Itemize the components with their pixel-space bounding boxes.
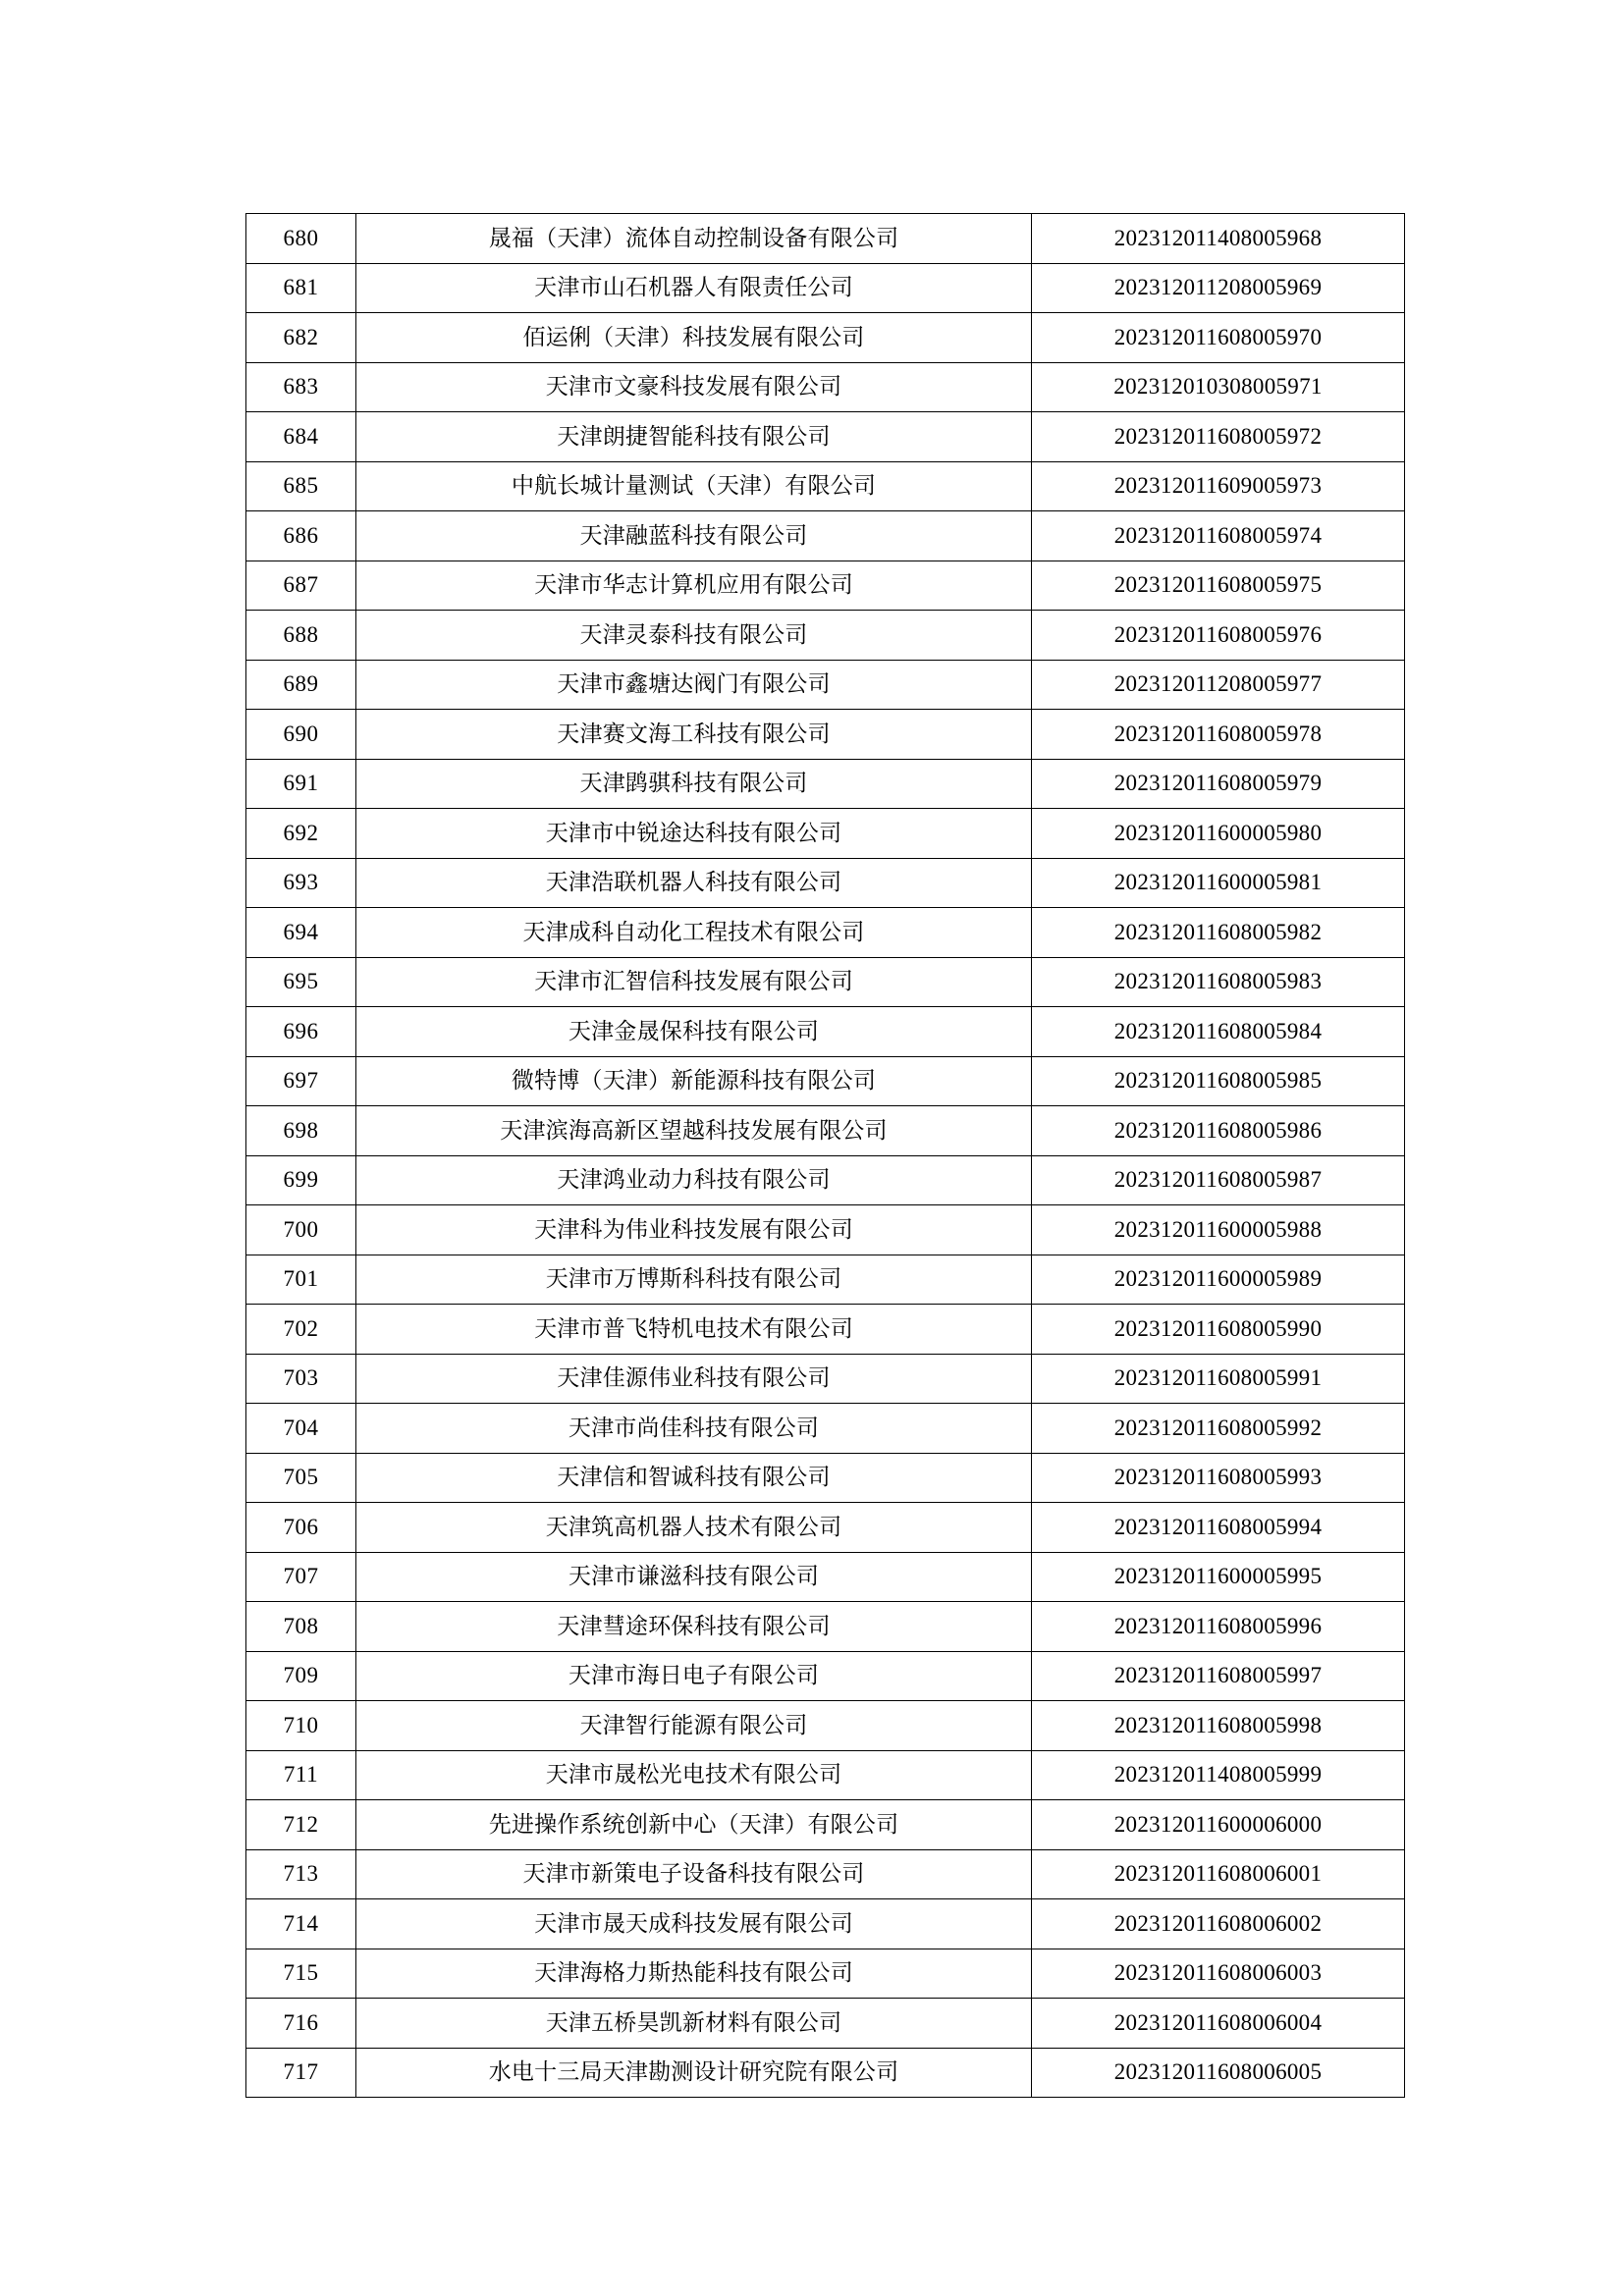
cell-company-name: 天津智行能源有限公司 [356, 1701, 1032, 1751]
cell-sequence-number: 694 [246, 908, 356, 958]
cell-registration-id: 202312011608005994 [1032, 1503, 1405, 1553]
cell-registration-id: 202312011608006001 [1032, 1849, 1405, 1899]
table-row [246, 2048, 1405, 2098]
table-row [246, 1849, 1405, 1899]
cell-sequence-number: 703 [246, 1354, 356, 1404]
cell-company-name: 天津市鑫塘达阀门有限公司 [356, 660, 1032, 710]
cell-registration-id: 202312011608005978 [1032, 710, 1405, 760]
table-row [246, 858, 1405, 908]
cell-registration-id: 202312011208005977 [1032, 660, 1405, 710]
cell-company-name: 天津市谦滋科技有限公司 [356, 1552, 1032, 1602]
cell-company-name: 天津五桥昊凯新材料有限公司 [356, 1999, 1032, 2049]
cell-sequence-number: 706 [246, 1503, 356, 1553]
cell-registration-id: 202312011609005973 [1032, 461, 1405, 511]
cell-company-name: 天津赛文海工科技有限公司 [356, 710, 1032, 760]
cell-sequence-number: 708 [246, 1602, 356, 1652]
table-row [246, 1255, 1405, 1305]
cell-sequence-number: 702 [246, 1305, 356, 1355]
cell-sequence-number: 704 [246, 1404, 356, 1454]
cell-company-name: 天津彗途环保科技有限公司 [356, 1602, 1032, 1652]
cell-company-name: 天津融蓝科技有限公司 [356, 511, 1032, 561]
table-row [246, 957, 1405, 1007]
cell-registration-id: 202312011608005985 [1032, 1056, 1405, 1106]
cell-registration-id: 202312011608005990 [1032, 1305, 1405, 1355]
table-row [246, 1750, 1405, 1800]
cell-sequence-number: 696 [246, 1007, 356, 1057]
cell-sequence-number: 710 [246, 1701, 356, 1751]
cell-company-name: 天津市万博斯科科技有限公司 [356, 1255, 1032, 1305]
cell-sequence-number: 691 [246, 759, 356, 809]
table-row [246, 263, 1405, 313]
table-row [246, 660, 1405, 710]
cell-sequence-number: 709 [246, 1651, 356, 1701]
table-row [246, 461, 1405, 511]
cell-sequence-number: 693 [246, 858, 356, 908]
cell-company-name: 天津市尚佳科技有限公司 [356, 1404, 1032, 1454]
table-row [246, 1354, 1405, 1404]
cell-company-name: 天津成科自动化工程技术有限公司 [356, 908, 1032, 958]
cell-sequence-number: 713 [246, 1849, 356, 1899]
table-row [246, 511, 1405, 561]
table-row [246, 908, 1405, 958]
cell-registration-id: 202312011600005995 [1032, 1552, 1405, 1602]
cell-registration-id: 202312011608005974 [1032, 511, 1405, 561]
cell-registration-id: 202312011608005991 [1032, 1354, 1405, 1404]
cell-registration-id: 202312011608005972 [1032, 412, 1405, 462]
cell-sequence-number: 695 [246, 957, 356, 1007]
cell-company-name: 天津市海日电子有限公司 [356, 1651, 1032, 1701]
cell-sequence-number: 685 [246, 461, 356, 511]
cell-sequence-number: 689 [246, 660, 356, 710]
cell-company-name: 天津滨海高新区望越科技发展有限公司 [356, 1106, 1032, 1156]
cell-sequence-number: 698 [246, 1106, 356, 1156]
cell-company-name: 天津市中锐途达科技有限公司 [356, 809, 1032, 859]
cell-company-name: 中航长城计量测试（天津）有限公司 [356, 461, 1032, 511]
cell-company-name: 天津金晟保科技有限公司 [356, 1007, 1032, 1057]
table-row [246, 710, 1405, 760]
cell-registration-id: 202312011608005998 [1032, 1701, 1405, 1751]
cell-registration-id: 202312011608005993 [1032, 1453, 1405, 1503]
cell-company-name: 天津鸿业动力科技有限公司 [356, 1155, 1032, 1205]
table-row [246, 1602, 1405, 1652]
table-row [246, 759, 1405, 809]
cell-company-name: 天津市晟松光电技术有限公司 [356, 1750, 1032, 1800]
cell-company-name: 水电十三局天津勘测设计研究院有限公司 [356, 2048, 1032, 2098]
table-row [246, 1701, 1405, 1751]
cell-sequence-number: 711 [246, 1750, 356, 1800]
cell-company-name: 天津市山石机器人有限责任公司 [356, 263, 1032, 313]
cell-company-name: 天津信和智诚科技有限公司 [356, 1453, 1032, 1503]
enterprise-listing-table [245, 213, 1405, 2098]
table-row [246, 1305, 1405, 1355]
cell-sequence-number: 715 [246, 1949, 356, 1999]
cell-company-name: 天津鹍骐科技有限公司 [356, 759, 1032, 809]
table-row [246, 362, 1405, 412]
cell-registration-id: 202312011608005986 [1032, 1106, 1405, 1156]
cell-registration-id: 202312011608005983 [1032, 957, 1405, 1007]
cell-registration-id: 202312011600005989 [1032, 1255, 1405, 1305]
table-row [246, 1552, 1405, 1602]
table-row [246, 1007, 1405, 1057]
cell-sequence-number: 697 [246, 1056, 356, 1106]
cell-sequence-number: 716 [246, 1999, 356, 2049]
cell-registration-id: 202312011608005979 [1032, 759, 1405, 809]
table-row [246, 1651, 1405, 1701]
cell-company-name: 天津科为伟业科技发展有限公司 [356, 1205, 1032, 1255]
cell-registration-id: 202312011600005981 [1032, 858, 1405, 908]
cell-sequence-number: 682 [246, 313, 356, 363]
cell-registration-id: 202312011608005984 [1032, 1007, 1405, 1057]
table-row [246, 1205, 1405, 1255]
cell-company-name: 天津市新策电子设备科技有限公司 [356, 1849, 1032, 1899]
table-row [246, 1155, 1405, 1205]
table-row [246, 412, 1405, 462]
cell-sequence-number: 714 [246, 1899, 356, 1949]
cell-sequence-number: 688 [246, 611, 356, 661]
cell-sequence-number: 680 [246, 214, 356, 264]
cell-registration-id: 202312011608006003 [1032, 1949, 1405, 1999]
cell-registration-id: 202312011608005992 [1032, 1404, 1405, 1454]
table-row [246, 1106, 1405, 1156]
cell-company-name: 天津浩联机器人科技有限公司 [356, 858, 1032, 908]
cell-registration-id: 202312011408005968 [1032, 214, 1405, 264]
table-row [246, 561, 1405, 611]
table-row [246, 313, 1405, 363]
cell-registration-id: 202312011208005969 [1032, 263, 1405, 313]
cell-registration-id: 202312011608006005 [1032, 2048, 1405, 2098]
cell-company-name: 天津筑高机器人技术有限公司 [356, 1503, 1032, 1553]
cell-sequence-number: 687 [246, 561, 356, 611]
table-row [246, 1899, 1405, 1949]
cell-registration-id: 202312011608006004 [1032, 1999, 1405, 2049]
cell-sequence-number: 705 [246, 1453, 356, 1503]
cell-registration-id: 202312011608005982 [1032, 908, 1405, 958]
cell-company-name: 天津海格力斯热能科技有限公司 [356, 1949, 1032, 1999]
cell-company-name: 晟福（天津）流体自动控制设备有限公司 [356, 214, 1032, 264]
cell-company-name: 天津市普飞特机电技术有限公司 [356, 1305, 1032, 1355]
cell-registration-id: 202312010308005971 [1032, 362, 1405, 412]
cell-company-name: 天津佳源伟业科技有限公司 [356, 1354, 1032, 1404]
cell-company-name: 天津朗捷智能科技有限公司 [356, 412, 1032, 462]
cell-sequence-number: 686 [246, 511, 356, 561]
cell-registration-id: 202312011600006000 [1032, 1800, 1405, 1850]
cell-company-name: 先进操作系统创新中心（天津）有限公司 [356, 1800, 1032, 1850]
cell-sequence-number: 700 [246, 1205, 356, 1255]
table-row [246, 1056, 1405, 1106]
table-row [246, 1949, 1405, 1999]
cell-sequence-number: 707 [246, 1552, 356, 1602]
cell-sequence-number: 699 [246, 1155, 356, 1205]
cell-sequence-number: 717 [246, 2048, 356, 2098]
cell-registration-id: 202312011600005988 [1032, 1205, 1405, 1255]
cell-sequence-number: 684 [246, 412, 356, 462]
cell-registration-id: 202312011608005976 [1032, 611, 1405, 661]
cell-company-name: 天津市汇智信科技发展有限公司 [356, 957, 1032, 1007]
cell-registration-id: 202312011608005970 [1032, 313, 1405, 363]
table-row [246, 214, 1405, 264]
table-row [246, 809, 1405, 859]
table-row [246, 1453, 1405, 1503]
table-body [246, 214, 1405, 2098]
cell-sequence-number: 692 [246, 809, 356, 859]
cell-company-name: 天津市文豪科技发展有限公司 [356, 362, 1032, 412]
cell-registration-id: 202312011608005987 [1032, 1155, 1405, 1205]
cell-registration-id: 202312011408005999 [1032, 1750, 1405, 1800]
cell-registration-id: 202312011608006002 [1032, 1899, 1405, 1949]
cell-registration-id: 202312011608005975 [1032, 561, 1405, 611]
cell-sequence-number: 712 [246, 1800, 356, 1850]
cell-company-name: 微特博（天津）新能源科技有限公司 [356, 1056, 1032, 1106]
cell-company-name: 天津市华志计算机应用有限公司 [356, 561, 1032, 611]
cell-sequence-number: 681 [246, 263, 356, 313]
cell-company-name: 天津市晟天成科技发展有限公司 [356, 1899, 1032, 1949]
table-row [246, 1404, 1405, 1454]
table-row [246, 1800, 1405, 1850]
table-container [245, 213, 1404, 2098]
cell-sequence-number: 690 [246, 710, 356, 760]
cell-registration-id: 202312011600005980 [1032, 809, 1405, 859]
cell-company-name: 佰运俐（天津）科技发展有限公司 [356, 313, 1032, 363]
cell-sequence-number: 701 [246, 1255, 356, 1305]
cell-registration-id: 202312011608005996 [1032, 1602, 1405, 1652]
table-row [246, 611, 1405, 661]
cell-sequence-number: 683 [246, 362, 356, 412]
table-row [246, 1999, 1405, 2049]
cell-registration-id: 202312011608005997 [1032, 1651, 1405, 1701]
table-row [246, 1503, 1405, 1553]
cell-company-name: 天津灵泰科技有限公司 [356, 611, 1032, 661]
